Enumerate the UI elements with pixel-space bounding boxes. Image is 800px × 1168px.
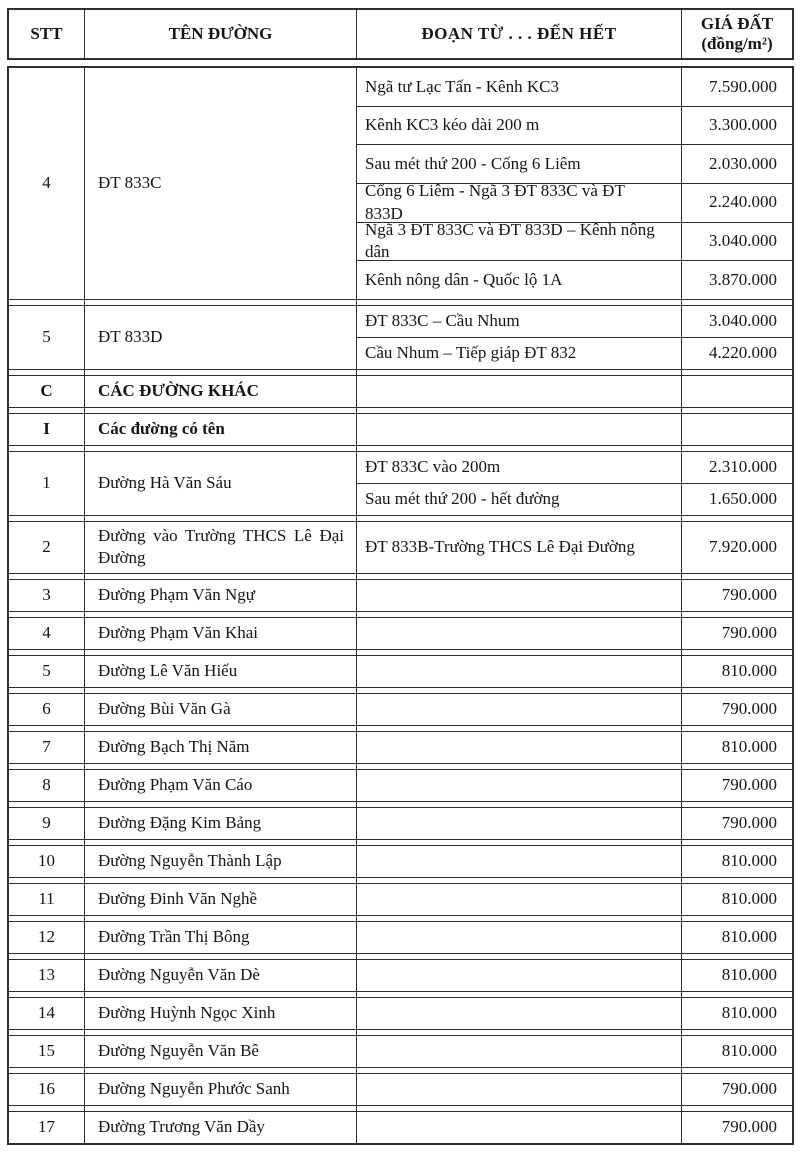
segment-cell [356, 694, 681, 725]
street-name-cell [84, 618, 356, 649]
segment-cell [356, 922, 681, 953]
segment-price-row [356, 1074, 792, 1105]
segment-price-subcolumn [356, 656, 792, 687]
table-row-group [9, 693, 792, 726]
street-name-cell [84, 770, 356, 801]
segment-cell: Kênh nông dân - Quốc lộ 1A [365, 269, 563, 289]
segment-price-subcolumn [356, 68, 792, 299]
price-cell: 7.920.000 [709, 536, 777, 556]
segment-price-row [356, 376, 792, 407]
segment-cell [356, 960, 681, 991]
stt-cell: 4 [42, 622, 51, 642]
segment-price-subcolumn [356, 618, 792, 649]
price-cell: 2.310.000 [709, 457, 777, 477]
price-cell: 7.590.000 [709, 76, 777, 96]
segment-cell [356, 846, 681, 877]
table-header-row [7, 8, 794, 60]
table-row-group [9, 617, 792, 650]
price-cell: 790.000 [721, 622, 777, 642]
stt-cell: 12 [38, 926, 55, 946]
segment-cell: Ngã 3 ĐT 833C và ĐT 833D – Kênh nông dân [365, 219, 655, 262]
segment-price-row [356, 808, 792, 839]
table-row-group [9, 68, 792, 300]
segment-price-row [356, 306, 792, 338]
segment-price-subcolumn [356, 922, 792, 953]
segment-cell [356, 884, 681, 915]
segment-cell [356, 732, 681, 763]
segment-price-row [356, 694, 792, 725]
price-cell: 810.000 [721, 1040, 777, 1060]
stt-cell: 5 [42, 327, 51, 347]
segment-price-row [356, 452, 792, 484]
street-name-label: ĐT 833C [98, 173, 162, 193]
segment-price-row [356, 107, 792, 146]
street-name-cell [84, 922, 356, 953]
street-name-cell [84, 522, 356, 573]
header-label-segment: ĐOẠN TỪ . . . ĐẾN HẾT [421, 23, 617, 43]
price-cell: 790.000 [721, 774, 777, 794]
street-name-label: ĐT 833D [98, 327, 163, 347]
street-name-label: Đường Nguyễn Thành Lập [98, 850, 282, 870]
segment-cell: Ngã tư Lạc Tấn - Kênh KC3 [365, 76, 559, 96]
stt-cell: 7 [42, 736, 51, 756]
street-name-cell [84, 1074, 356, 1105]
table-row-group [9, 305, 792, 370]
segment-price-row [356, 656, 792, 687]
street-name-label: Đường Phạm Văn Ngự [98, 584, 255, 604]
price-cell: 790.000 [721, 812, 777, 832]
segment-price-subcolumn [356, 306, 792, 369]
street-name-cell [84, 68, 356, 299]
segment-price-row [356, 68, 792, 107]
segment-price-row [356, 884, 792, 915]
price-cell: 1.650.000 [709, 489, 777, 509]
segment-price-row [356, 922, 792, 953]
street-name-label: Đường Hà Văn Sáu [98, 473, 232, 493]
street-name-label: Đường Đặng Kim Bảng [98, 812, 262, 832]
segment-price-subcolumn [356, 846, 792, 877]
table-row-group [9, 1035, 792, 1068]
price-cell: 3.040.000 [709, 231, 777, 251]
stt-cell: 9 [42, 812, 51, 832]
street-name-cell [84, 1112, 356, 1143]
segment-price-row [356, 181, 792, 223]
street-name-label: Đường Huỳnh Ngọc Xinh [98, 1002, 276, 1022]
table-row-group [9, 1073, 792, 1106]
segment-price-subcolumn [356, 884, 792, 915]
segment-cell [356, 656, 681, 687]
street-name-cell [84, 376, 356, 407]
segment-price-row [356, 219, 792, 262]
segment-price-row [356, 338, 792, 369]
segment-price-subcolumn [356, 998, 792, 1029]
segment-price-subcolumn [356, 452, 792, 515]
price-cell: 790.000 [721, 698, 777, 718]
table-row-group [9, 521, 792, 574]
segment-price-row [356, 580, 792, 611]
table-row-group [9, 655, 792, 688]
segment-price-row [356, 484, 792, 515]
price-cell: 4.220.000 [709, 343, 777, 363]
street-name-cell [84, 580, 356, 611]
price-cell: 810.000 [721, 888, 777, 908]
street-name-label: Đường Nguyễn Văn Dè [98, 964, 260, 984]
table-row-group [9, 579, 792, 612]
header-cell-street-name [84, 10, 356, 58]
segment-price-row [356, 522, 792, 573]
segment-cell [356, 1112, 681, 1143]
stt-cell: 8 [42, 774, 51, 794]
segment-cell: Cầu Nhum – Tiếp giáp ĐT 832 [365, 343, 577, 363]
table-row-group [9, 413, 792, 446]
street-name-label: Đường Bạch Thị Năm [98, 736, 250, 756]
segment-cell [356, 618, 681, 649]
table-row-group [9, 845, 792, 878]
header-label-price-line1: GIÁ ĐẤT [700, 13, 774, 33]
segment-cell [356, 414, 681, 445]
segment-cell: Kênh KC3 kéo dài 200 m [365, 115, 540, 135]
stt-cell: 2 [42, 536, 51, 556]
street-name-cell [84, 414, 356, 445]
header-cell-price [681, 10, 792, 58]
price-cell: 3.300.000 [709, 115, 777, 135]
segment-price-subcolumn [356, 580, 792, 611]
segment-cell: Cống 6 Liêm - Ngã 3 ĐT 833C và ĐT 833D [365, 181, 625, 223]
table-row-group [9, 375, 792, 408]
street-name-cell [84, 306, 356, 369]
price-cell: 790.000 [721, 584, 777, 604]
price-cell: 810.000 [721, 964, 777, 984]
segment-price-row [356, 960, 792, 991]
segment-cell: Sau mét thứ 200 - hết đường [365, 489, 560, 509]
stt-cell: 15 [38, 1040, 55, 1060]
segment-cell [356, 1074, 681, 1105]
segment-price-subcolumn [356, 808, 792, 839]
segment-price-row [356, 846, 792, 877]
segment-price-row [356, 414, 792, 445]
segment-price-row [356, 145, 792, 184]
street-name-label: Đường vào Trường THCS Lê Đại Đường [98, 525, 344, 568]
segment-price-subcolumn [356, 522, 792, 573]
stt-cell: 17 [38, 1116, 55, 1136]
street-name-label: Đường Nguyễn Phước Sanh [98, 1078, 290, 1098]
segment-price-row [356, 1036, 792, 1067]
segment-price-subcolumn [356, 414, 792, 445]
segment-cell [356, 376, 681, 407]
header-label-street-name: TÊN ĐƯỜNG [168, 23, 273, 43]
header-cell-segment [356, 10, 681, 58]
price-cell: 3.040.000 [709, 311, 777, 331]
segment-cell [356, 1036, 681, 1067]
stt-cell: 4 [42, 173, 51, 193]
stt-cell: 10 [38, 850, 55, 870]
column-divider-1 [84, 68, 85, 1143]
street-name-cell [84, 808, 356, 839]
price-cell [681, 414, 792, 445]
street-name-cell [84, 452, 356, 515]
price-cell: 810.000 [721, 1002, 777, 1022]
segment-cell: ĐT 833C – Cầu Nhum [365, 311, 520, 331]
table-row-group [9, 921, 792, 954]
segment-cell [356, 770, 681, 801]
segment-cell: ĐT 833C vào 200m [365, 457, 501, 477]
segment-cell [356, 580, 681, 611]
stt-cell: 16 [38, 1078, 55, 1098]
street-name-cell [84, 884, 356, 915]
segment-cell [356, 808, 681, 839]
segment-price-subcolumn [356, 376, 792, 407]
street-name-label: Đường Nguyễn Văn Bê [98, 1040, 259, 1060]
segment-price-subcolumn [356, 1112, 792, 1143]
land-price-table [7, 8, 794, 1145]
table-row-group [9, 769, 792, 802]
segment-price-row [356, 618, 792, 649]
segment-price-row [356, 261, 792, 299]
table-row-group [9, 959, 792, 992]
street-name-label: Đường Đinh Văn Nghề [98, 888, 258, 908]
price-cell: 3.870.000 [709, 269, 777, 289]
segment-price-row [356, 732, 792, 763]
price-cell: 810.000 [721, 736, 777, 756]
header-label-price-line2: (đồng/m²) [701, 34, 773, 53]
street-name-label: Đường Bùi Văn Gà [98, 698, 231, 718]
price-cell: 790.000 [721, 1078, 777, 1098]
stt-cell: 6 [42, 698, 51, 718]
segment-price-subcolumn [356, 770, 792, 801]
column-divider-3 [681, 68, 682, 1143]
table-row-group [9, 731, 792, 764]
street-name-label: Đường Phạm Văn Cáo [98, 774, 253, 794]
table-row-group [9, 1111, 792, 1143]
street-name-label: Đường Trần Thị Bông [98, 926, 250, 946]
segment-price-row [356, 770, 792, 801]
street-name-cell [84, 656, 356, 687]
table-body [7, 66, 794, 1145]
street-name-cell [84, 960, 356, 991]
street-name-cell [84, 1036, 356, 1067]
stt-cell: I [43, 419, 50, 439]
street-name-label: CÁC ĐƯỜNG KHÁC [98, 381, 259, 401]
stt-cell: 5 [42, 660, 51, 680]
segment-cell: ĐT 833B-Trường THCS Lê Đại Đường [365, 536, 635, 556]
segment-cell: Sau mét thứ 200 - Cống 6 Liêm [365, 153, 581, 173]
street-name-label: Đường Trương Văn Dầy [98, 1116, 265, 1136]
street-name-label: Đường Phạm Văn Khai [98, 622, 259, 642]
price-cell: 2.240.000 [709, 192, 777, 212]
table-row-group [9, 807, 792, 840]
stt-cell: C [40, 381, 53, 401]
stt-cell: 14 [38, 1002, 55, 1022]
stt-cell: 1 [42, 473, 51, 493]
price-cell: 2.030.000 [709, 153, 777, 173]
price-cell: 790.000 [721, 1116, 777, 1136]
stt-cell: 11 [38, 888, 55, 908]
table-row-group [9, 997, 792, 1030]
street-name-cell [84, 732, 356, 763]
segment-price-subcolumn [356, 1036, 792, 1067]
table-row-group [9, 451, 792, 516]
street-name-cell [84, 694, 356, 725]
column-divider-2 [356, 68, 357, 1143]
segment-price-subcolumn [356, 1074, 792, 1105]
segment-price-row [356, 1112, 792, 1143]
price-cell: 810.000 [721, 926, 777, 946]
segment-cell [356, 998, 681, 1029]
price-cell: 810.000 [721, 850, 777, 870]
segment-price-row [356, 998, 792, 1029]
stt-cell: 13 [38, 964, 55, 984]
street-name-label: Đường Lê Văn Hiếu [98, 660, 238, 680]
price-cell [681, 376, 792, 407]
header-cell-stt [9, 10, 84, 58]
segment-price-subcolumn [356, 732, 792, 763]
price-cell: 810.000 [721, 660, 777, 680]
street-name-cell [84, 846, 356, 877]
header-label-stt: STT [30, 23, 63, 43]
street-name-cell [84, 998, 356, 1029]
segment-price-subcolumn [356, 694, 792, 725]
table-row-group [9, 883, 792, 916]
street-name-label: Các đường có tên [98, 419, 225, 439]
stt-cell: 3 [42, 584, 51, 604]
segment-price-subcolumn [356, 960, 792, 991]
